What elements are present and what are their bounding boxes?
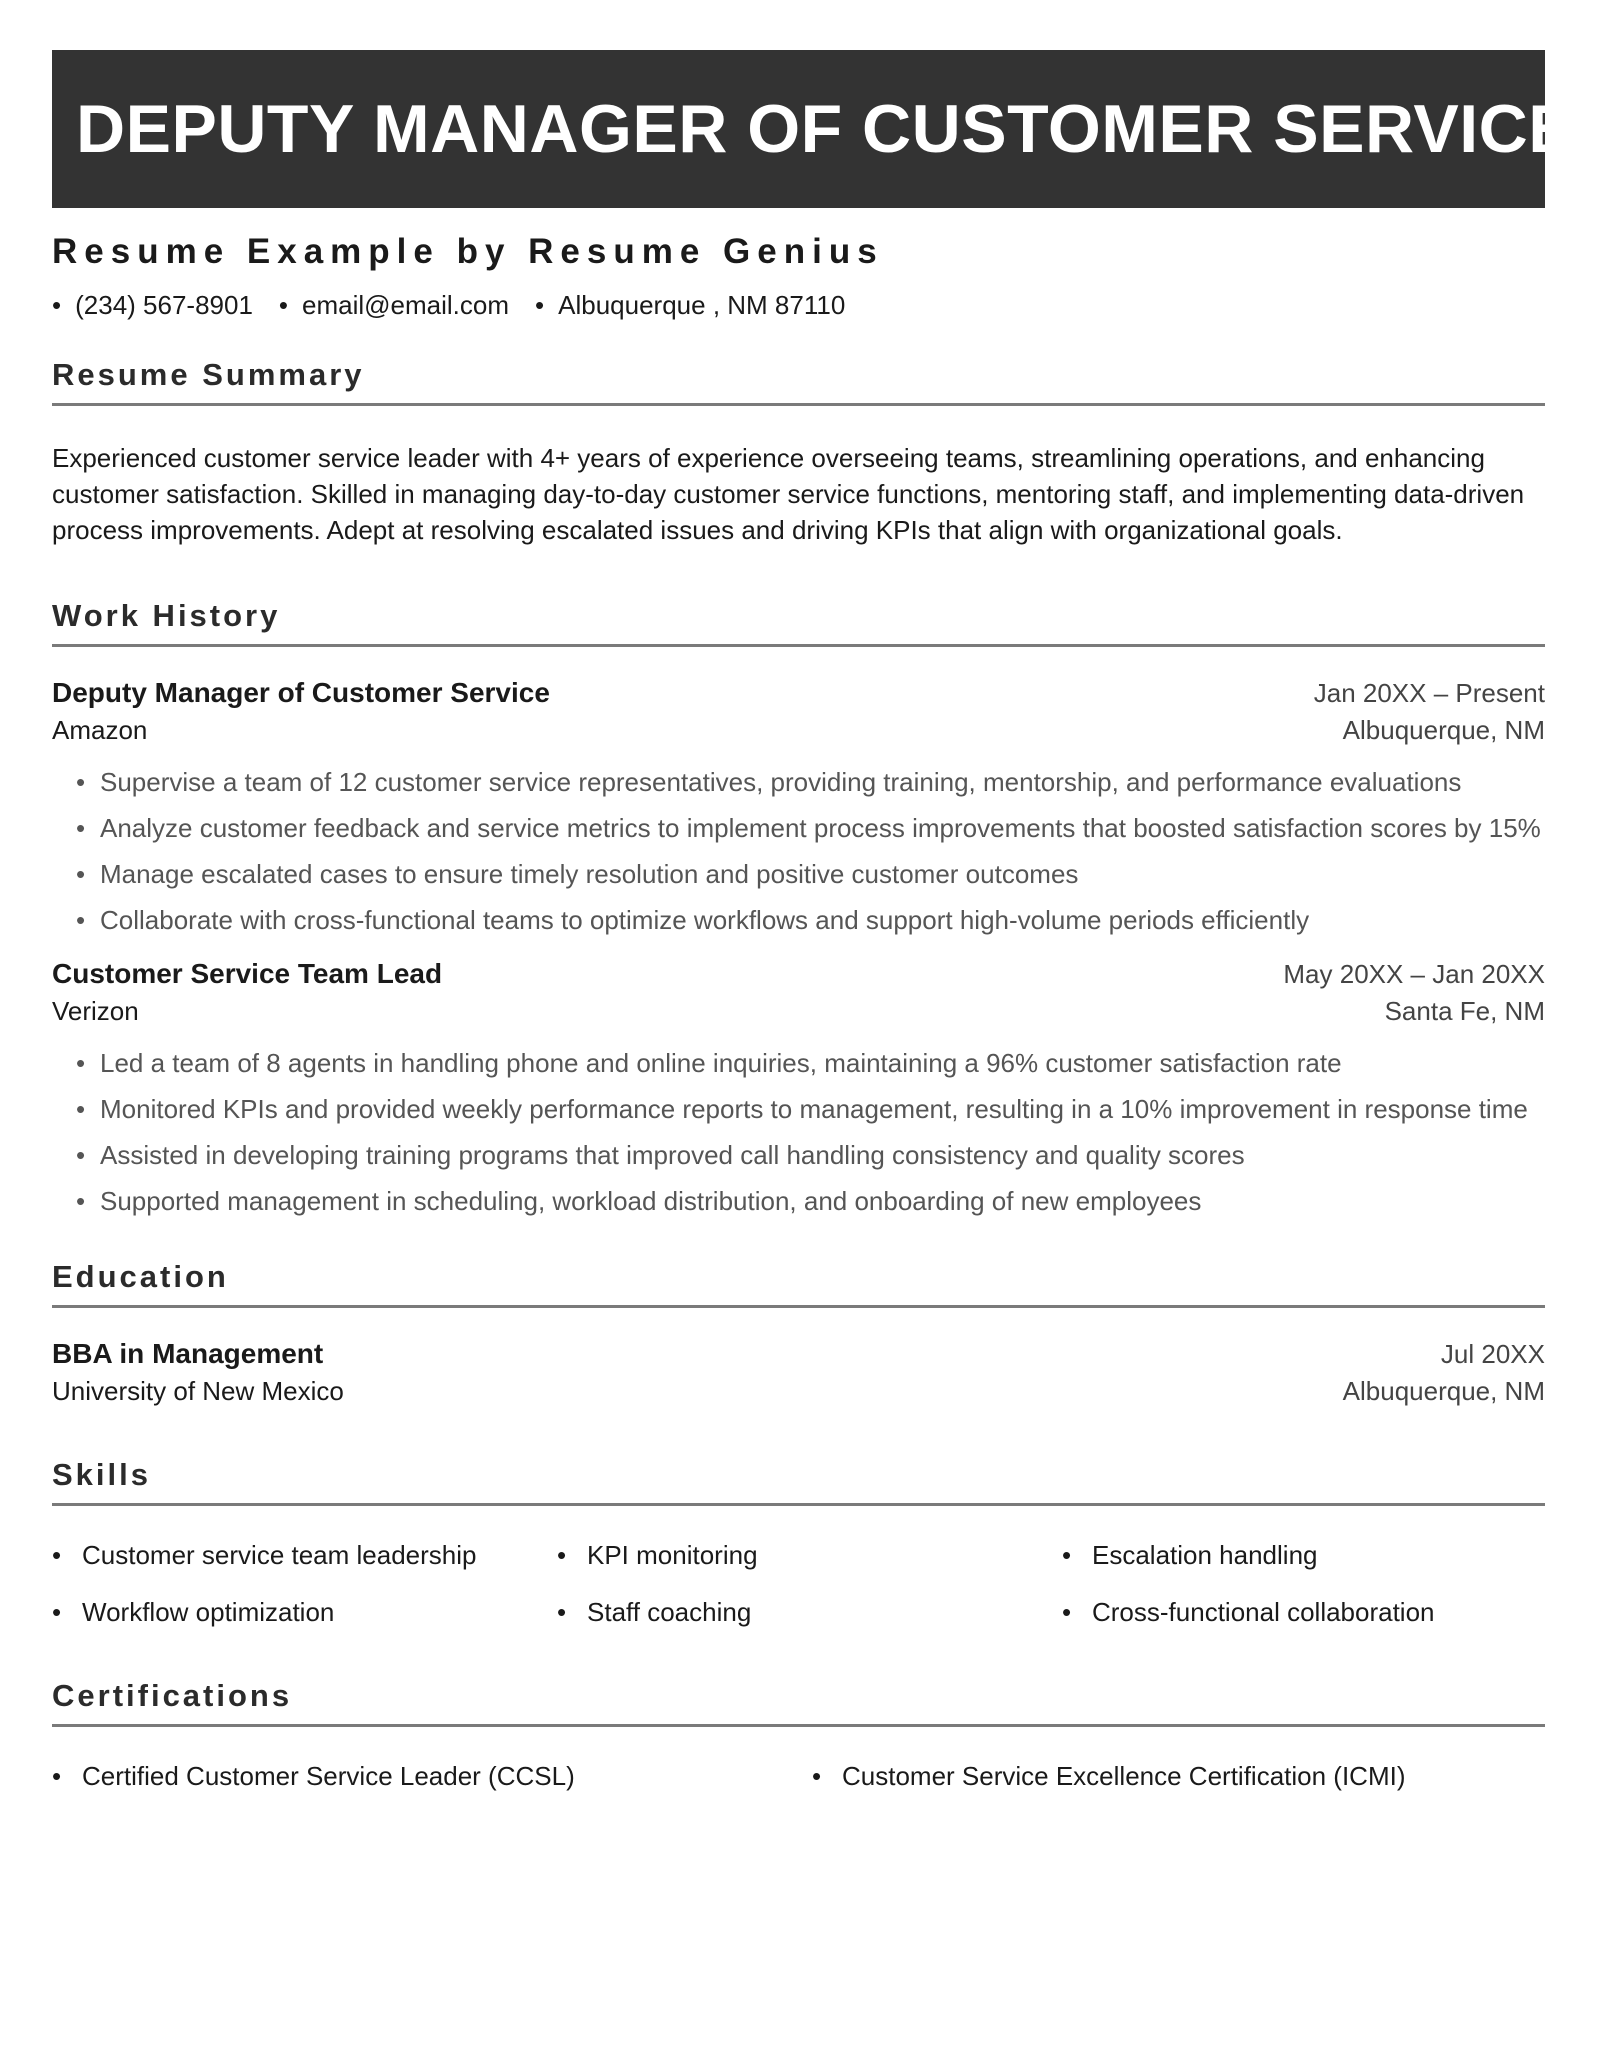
job-entry (52, 958, 1545, 1219)
summary-section (52, 357, 1545, 548)
list-item: • Collaborate with cross-functional teams to optimize workflows and support high-volume periods efficiently (76, 902, 1545, 938)
job-dates: Jan 20XX – Present (1313, 678, 1545, 708)
skills-list (52, 1540, 1545, 1628)
job-dates: May 20XX – Jan 20XX (1283, 959, 1545, 989)
education-date: Jul 20XX (1440, 1339, 1545, 1369)
resume-subtitle: Resume Example by Resume Genius (52, 232, 884, 271)
contact-address: • Albuquerque , NM 87110 (535, 290, 845, 321)
contact-phone: • (234) 567-8901 (52, 290, 253, 321)
school: University of New Mexico (52, 1376, 344, 1406)
education-section (52, 1259, 1545, 1407)
section-heading: Certifications (52, 1678, 1545, 1727)
resume-page (52, 50, 1575, 1808)
section-heading: Work History (52, 598, 1545, 647)
skill-item: • Staff coaching (557, 1597, 1062, 1628)
list-item: • Led a team of 8 agents in handling phone and online inquiries, maintaining a 96% customer satisfaction rate (76, 1045, 1545, 1081)
job-company: Amazon (52, 715, 148, 745)
section-heading: Skills (52, 1457, 1545, 1506)
job-company: Verizon (52, 996, 139, 1026)
skill-item: • Customer service team leadership (52, 1540, 557, 1571)
summary-text: Experienced customer service leader with 4+ years of experience overseeing teams, streamlining operations, and enhancing customer satisfaction. Skilled in managing day-to-day customer service functions, mentoring staff, and implementing data-driven process improvements. Adept at resolving escalated issues and driving KPIs that align with organizational goals. (52, 443, 1525, 545)
job-title: Customer Service Team Lead (52, 958, 443, 989)
section-heading: Resume Summary (52, 357, 1545, 406)
work-history-section (52, 598, 1545, 1219)
education-location: Albuquerque, NM (1342, 1376, 1545, 1406)
list-item: • Monitored KPIs and provided weekly performance reports to management, resulting in a 10% improvement in response time (76, 1091, 1545, 1127)
list-item: • Supported management in scheduling, workload distribution, and onboarding of new employees (76, 1183, 1545, 1219)
certifications-list (52, 1761, 1545, 1792)
job-title: Deputy Manager of Customer Service (52, 677, 550, 708)
contact-info (52, 290, 1545, 321)
job-bullets (52, 764, 1545, 938)
job-entry (52, 677, 1545, 938)
certification-item: • Customer Service Excellence Certification (ICMI) (812, 1761, 1545, 1792)
education-entry (52, 1338, 1545, 1407)
skill-item: • Escalation handling (1062, 1540, 1545, 1571)
contact-email: • email@email.com (279, 290, 509, 321)
list-item: • Supervise a team of 12 customer service representatives, providing training, mentorship, and performance evaluations (76, 764, 1545, 800)
certification-item: • Certified Customer Service Leader (CCSL) (52, 1761, 812, 1792)
skill-item: • Cross-functional collaboration (1062, 1597, 1545, 1628)
section-heading: Education (52, 1259, 1545, 1308)
list-item: • Analyze customer feedback and service metrics to implement process improvements that boosted satisfaction scores by 15% (76, 810, 1545, 846)
resume-title: DEPUTY MANAGER OF CUSTOMER SERVICE (76, 91, 1575, 167)
degree: BBA in Management (52, 1338, 324, 1369)
list-item: • Manage escalated cases to ensure timely resolution and positive customer outcomes (76, 856, 1545, 892)
job-location: Santa Fe, NM (1384, 996, 1545, 1026)
certifications-section (52, 1678, 1545, 1792)
list-item: • Assisted in developing training programs that improved call handling consistency and quality scores (76, 1137, 1545, 1173)
skill-item: • Workflow optimization (52, 1597, 557, 1628)
skills-section (52, 1457, 1545, 1628)
job-bullets (52, 1045, 1545, 1219)
skill-item: • KPI monitoring (557, 1540, 1062, 1571)
job-location: Albuquerque, NM (1342, 715, 1545, 745)
title-banner (52, 50, 1575, 208)
